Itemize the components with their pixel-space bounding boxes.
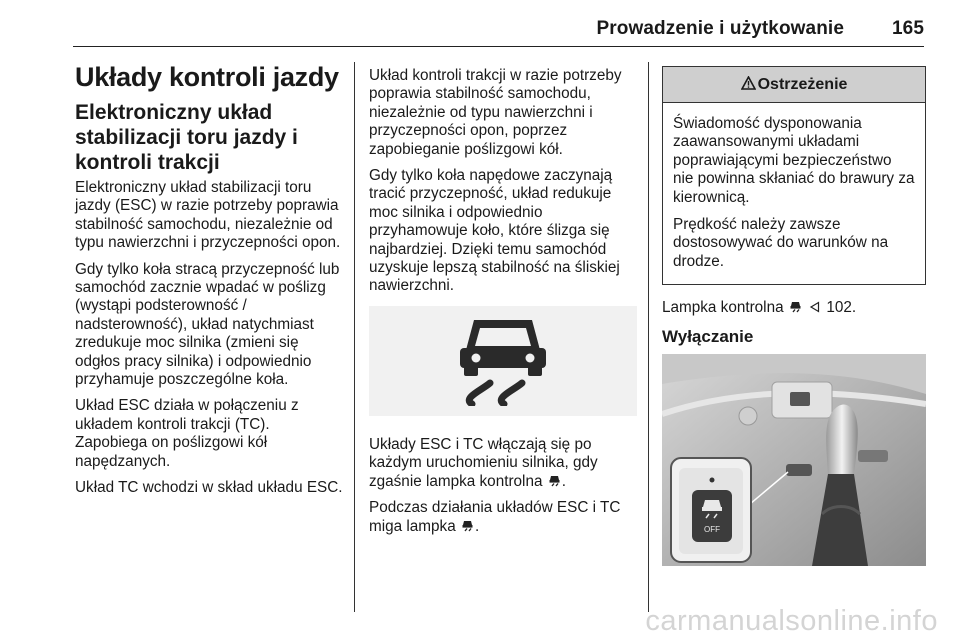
section-title: Prowadzenie i użytkowanie	[596, 18, 844, 39]
traction-control-icon	[790, 301, 801, 313]
paragraph: Układ kontroli trakcji w razie potrzeby poprawia stabilność samochodu, niezależnie od typu nawierzchni i przyczepności opon, poprzez zapobieganie poślizgowi kół.	[369, 67, 622, 158]
paragraph: Prędkość należy zawsze dostosowywać do warunków na drodze.	[673, 216, 889, 270]
page-reference-triangle-icon	[809, 301, 820, 313]
column-2	[369, 58, 637, 544]
esc-off-button-photo	[662, 354, 926, 566]
section-heading: Elektroniczny układ stabilizacji toru jazdy i kontroli trakcji	[75, 101, 298, 174]
warning-box	[662, 66, 926, 285]
column-divider-right	[648, 62, 649, 612]
off-label: OFF	[704, 524, 720, 534]
warning-body	[663, 103, 925, 284]
page-header	[597, 18, 924, 40]
traction-control-figure	[369, 306, 637, 416]
paragraph: Świadomość dysponowania zaawansowanymi układami poprawiającymi bezpieczeństwo nie powinna skłaniać do brawury za kierownicą.	[673, 115, 915, 206]
warning-title: Ostrzeżenie	[663, 67, 925, 103]
watermark: carmanualsonline.info	[645, 605, 938, 637]
column-3	[662, 58, 926, 566]
traction-control-icon	[448, 316, 558, 406]
lamp-reference: Lampka kontrolna 102.	[662, 299, 857, 317]
header-rule	[73, 46, 924, 47]
traction-control-icon	[549, 475, 560, 487]
page-number: 165	[891, 18, 924, 39]
chapter-title: Układy kontroli jazdy	[75, 62, 339, 92]
paragraph: Gdy tylko koła stracą przyczepność lub samochód zacznie wpadać w poślizg (wystąpi podsterowność / nadsterowność), układ natychmiast zredukuje moc silnika (zmieni się odgłos pracy silnika) i odpowiednio przyhamuje poszczególne koła.	[75, 260, 340, 389]
paragraph: Elektroniczny układ stabilizacji toru jazdy (ESC) w razie potrzeby poprawia stabilność samochodu, niezależnie od typu nawierzchni i przyczepności opon.	[75, 179, 341, 252]
warning-triangle-icon	[741, 76, 756, 90]
paragraph: Gdy tylko koła napędowe zaczynają tracić przyczepność, układ redukuje moc silnika i odpowiednio przyhamowuje koło, które ślizga się najbardziej. Dzięki temu samochód uzyskuje lepszą stabilność na śliskiej nawierzchni.	[369, 167, 620, 295]
subsection-title: Wyłączanie	[662, 326, 754, 346]
paragraph: Układy ESC i TC włączają się po każdym uruchomieniu silnika, gdy zgaśnie lampka kontrolna .	[369, 435, 598, 490]
traction-control-icon	[462, 520, 473, 532]
paragraph: Układ TC wchodzi w skład układu ESC.	[75, 479, 343, 497]
column-1	[75, 58, 343, 506]
paragraph: Układ ESC działa w połączeniu z układem kontroli trakcji (TC). Zapobiega on poślizgowi kół napędzanych.	[75, 397, 299, 470]
paragraph: Podczas działania układów ESC i TC miga lampka .	[369, 499, 621, 535]
column-divider-left	[354, 62, 355, 612]
